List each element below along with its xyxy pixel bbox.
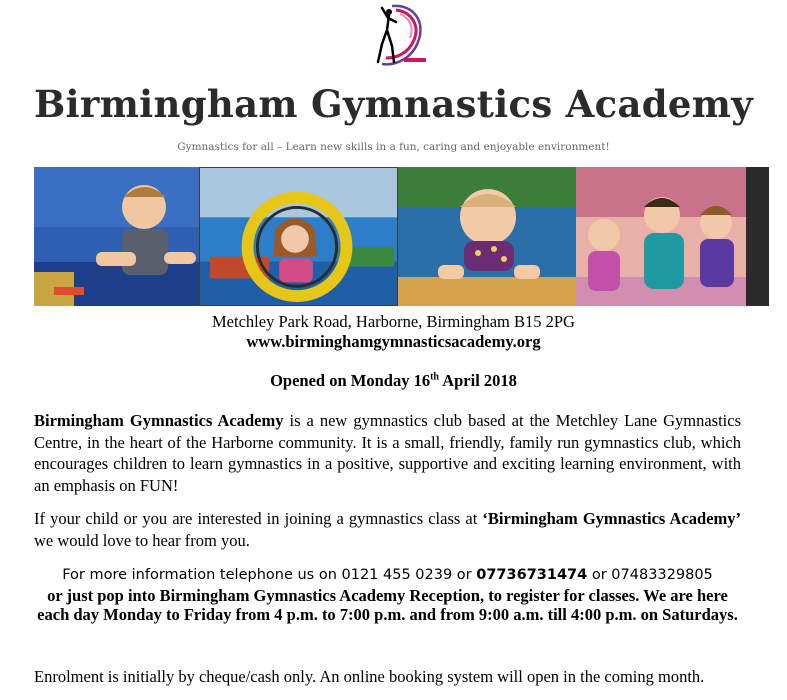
opening-date-prefix: Opened on Monday 16 — [270, 371, 431, 390]
academy-logo — [352, 0, 436, 76]
interest-paragraph — [34, 508, 741, 551]
interest-after: we would love to hear from you. — [34, 530, 250, 550]
contact-block — [34, 566, 741, 625]
page-title: Birmingham Gymnastics Academy — [33, 82, 754, 126]
tagline: Gymnastics for all – Learn new skills in a fun, caring and enjoyable environment! — [177, 141, 610, 153]
opening-date-suffix-ordinal: th — [430, 371, 439, 383]
website-link[interactable]: www.birminghamgymnasticsacademy.org — [246, 332, 541, 351]
intro-paragraph — [34, 410, 741, 496]
opening-date-suffix: April 2018 — [438, 371, 517, 390]
phone-or: or — [587, 567, 612, 583]
address-line: Metchley Park Road, Harborne, Birmingham B15 2PG — [212, 312, 575, 331]
enrolment-note: Enrolment is initially by cheque/cash only. An online booking system will open in the coming month. — [34, 667, 705, 686]
photo-strip — [34, 167, 769, 306]
toddler-on-beam-photo — [398, 167, 576, 306]
girl-through-hoop-photo — [199, 167, 398, 306]
phone-lead: For more information telephone us on 0121 455 0239 or — [62, 567, 477, 583]
interest-academy-name: ‘Birmingham Gymnastics Academy’ — [482, 509, 742, 528]
gymnast-silhouette-icon — [352, 0, 436, 76]
intro-academy-name: Birmingham Gymnastics Academy — [34, 411, 284, 430]
phone-line — [34, 566, 741, 586]
opening-date — [0, 371, 787, 391]
girls-holding-hands-photo — [576, 167, 769, 306]
mobile-number-2[interactable]: 07483329805 — [611, 567, 713, 583]
boy-sitting-on-mat-photo — [34, 167, 199, 306]
intro-text: is a new gymnastics club based at the Metchley Lane Gymnastics Centre, in the heart of the Harborne community. It is a small, friendly, family run gymnastics club, which encourages children to learn gymnastics in a positive, supportive and exciting learning environment, with an emphasis on FUN! — [34, 411, 742, 495]
visit-reception-text: or just pop into Birmingham Gymnastics Academy Reception, to register for classes. We are here each day Monday to Friday from 4 p.m. to 7:00 p.m. and from 9:00 a.m. till 4:00 p.m. on Saturdays. — [37, 585, 738, 624]
interest-before: If your child or you are interested in joining a gymnastics class at — [34, 509, 483, 528]
mobile-number-1[interactable]: 07736731474 — [476, 567, 588, 583]
